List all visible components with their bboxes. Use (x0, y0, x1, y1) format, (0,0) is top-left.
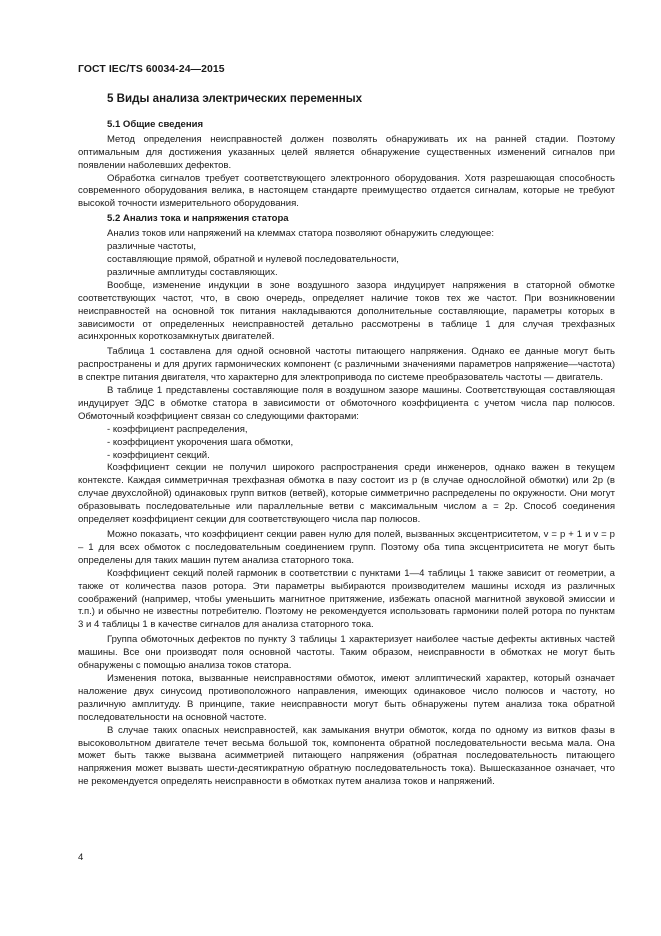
list-item: различные частоты, (107, 241, 197, 253)
list-item: - коэффициент укорочения шага обмотки, (107, 436, 294, 448)
page-body (78, 93, 615, 789)
paragraph: Таблица 1 составлена для одной основной частоты питающего напряжения. Однако ее данные могут быть распространены и для других гармонических компонент (с различными значениями параметров напряжение—частота) в спектре питания двигателя, что характерно для электропривода по системе преобразователь частоты — двигатель. (78, 346, 615, 384)
paragraph: Изменения потока, вызванные неисправностями обмоток, имеют эллиптический характер, который означает наложение двух синусоид противоположного направления, имеющих одинаковое число полюсов и частоту, но различную амплитуду. В принципе, такие неисправности могут быть обнаружены путем анализа тока обратной последовательности на основной частоте. (78, 672, 615, 723)
subsection-title-stator: 5.2 Анализ тока и напряжения статора (107, 213, 289, 225)
paragraph: Коэффициент секций полей гармоник в соответствии с пунктами 1—4 таблицы 1 также зависит от геометрии, а также от количества пазов ротора. Эти параметры выбираются производителем машины исходя из различных соображений (например, чтобы уменьшить магнитное притяжение, избежать опасной магнитной звуковой эмиссии и т.п.) и обычно не известны потребителю. Поэтому не рекомендуется использовать гармоники полей ротора по пунктам 3 и 4 таблицы 1 в качестве сигналов для анализа статорного тока. (78, 567, 615, 631)
list-item: различные амплитуды составляющих. (107, 266, 278, 278)
paragraph: Можно показать, что коэффициент секции равен нулю для полей, вызванных эксцентриситетом, v = p + 1 и v = p – 1 для всех обмоток с последовательным соединением групп. Поэтому оба типа эксцентриситета не могут быть определены для таких машин путем анализа статорного тока. (78, 529, 615, 566)
paragraph: В случае таких опасных неисправностей, как замыкания внутри обмоток, когда по одному из витков фазы в высоковольтном двигателе течет весьма большой ток, компонента обратной последовательности весьма мала. Она может быть также вызвана асимметрией питающего напряжения (обратная последовательность питающего напряжения может вызвать шести-десятикратную обратную последовательность тока). Вышесказанное означает, что не рекомендуется определять неисправности в обмотках путем анализа токов и напряжений. (78, 724, 615, 788)
paragraph: Вообще, изменение индукции в зоне воздушного зазора индуцирует напряжения в статорной обмотке соответствующих частот, что, в свою очередь, определяет наличие токов тех же частот. При возникновении неисправностей на основной ток питания накладываются дополнительные составляющие, параметры которых в зависимости от определенных неисправностей детально рассмотрены в таблице 1 для случая трехфазных асинхронных короткозамкнутых двигателей. (78, 279, 615, 343)
paragraph: В таблице 1 представлены составляющие поля в воздушном зазоре машины. Соответствующая составляющая индуцирует ЭДС в обмотке статора в зависимости от обмоточного коэффициента с учетом числа пар полюсов. Обмоточный коэффициент связан со следующими факторами: (78, 385, 615, 422)
paragraph: Коэффициент секции не получил широкого распространения среди инженеров, однако важен в текущем контексте. Каждая симметричная трехфазная обмотка в пазу состоит из p (в случае однослойной обмотки) или 2p (в случае двухслойной) одинаковых групп витков (ветвей), которые симметрично распределены по окружности. Они могут образовывать последовательные или параллельные ветви с максимальным числом a = 2p. Способ соединения определяет коэффициент секции для соответствующего числа пар полюсов. (78, 462, 615, 526)
subsection-title-general: 5.1 Общие сведения (107, 118, 204, 130)
paragraph: Анализ токов или напряжений на клеммах статора позволяют обнаружить следующее: (107, 228, 494, 240)
list-item: - коэффициент секций. (107, 449, 210, 461)
paragraph: Обработка сигналов требует соответствующего электронного оборудования. Хотя разрешающая способность современного оборудования велика, в настоящем стандарте преимущество отдается сигналам, которые не требуют высокой точности измерительного оборудования. (78, 172, 615, 210)
page-number: 4 (78, 852, 84, 863)
list-item: составляющие прямой, обратной и нулевой последовательности, (107, 253, 399, 265)
paragraph: Группа обмоточных дефектов по пункту 3 таблицы 1 характеризует наиболее частые дефекты активных частей машины. Все они производят поля основной частоты. Таким образом, неисправности в обмотках не могут быть обнаружены с помощью анализа токов статора. (78, 634, 615, 672)
document-code: ГОСТ IEC/TS 60034-24—2015 (78, 64, 225, 75)
section-title: 5 Виды анализа электрических переменных (107, 92, 363, 105)
list-item: - коэффициент распределения, (107, 423, 248, 435)
paragraph: Метод определения неисправностей должен позволять обнаруживать их на ранней стадии. Поэтому оптимальным для достижения указанных целей является обнаружение существенных изменений сигналов при появлении наболевших дефектов. (78, 133, 615, 171)
